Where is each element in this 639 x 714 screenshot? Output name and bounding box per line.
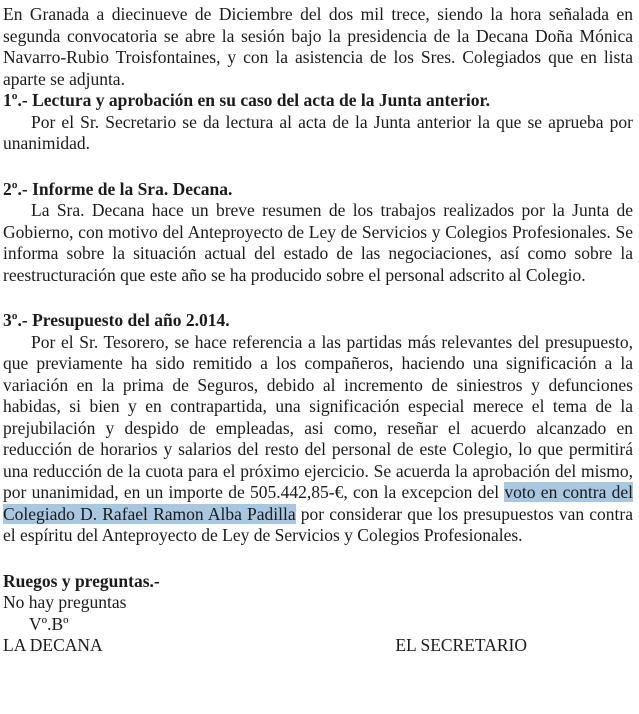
approval-mark: Vº.Bº — [29, 613, 69, 634]
section-1-body: Por el Sr. Secretario se da lectura al acta de la Junta anterior la que se aprueba por unanimidad. — [3, 111, 633, 153]
section-3-body — [3, 332, 633, 547]
budget-text-before-highlight: Por el Sr. Tesorero, se hace referencia a las partidas más relevantes del presupuesto, que previamente ha sido remitido a los compañeros, haciendo una significación a la variación en la prima de Seguros, debido al incremento de siniestros y defunciones habidas, si bien y en contrapartida, una significación especial merece el tema de la prejubilación y despido de empleadas, asi como, reseñar el acuerdo alcanzado en reducción de horarios y salarios del resto del personal de este Colegio, lo que permitirá una reducción de la cuota para el próximo ejercicio. Se acuerda la aprobación del mismo, por unanimidad, en un importe de 505.442,85-€, con la excepcion del — [3, 331, 633, 502]
no-questions-line: No hay preguntas — [3, 592, 127, 612]
section-2-heading: 2º.- Informe de la Sra. Decana. — [3, 178, 233, 199]
intro-paragraph: En Granada a diecinueve de Diciembre del dos mil trece, siendo la hora señalada en segunda convocatoria se abre la sesión bajo la presidencia de la Decana Doña Mónica Navarro-Rubio Troisfontaines, y con la asistencia de los Sres. Colegiados que en lista aparte se adjunta. — [3, 4, 633, 89]
signature-el-secretario: EL SECRETARIO — [395, 635, 527, 655]
budget-text-after-highlight: por considerar que los presupuestos van contra el espíritu del Anteproyecto de Ley de Servicios y Colegios Profesionales. — [3, 503, 633, 545]
section-3-heading: 3º.- Presupuesto del año 2.014. — [3, 310, 230, 330]
highlighted-text: voto en contra del Colegiado D. Rafael Ramon Alba Padilla — [3, 482, 634, 524]
section-1-heading: 1º.- Lectura y aprobación en su caso del acta de la Junta anterior. — [3, 90, 491, 110]
signature-la-decana: LA DECANA — [3, 635, 103, 655]
section-2-body: La Sra. Decana hace un breve resumen de los trabajos realizados por la Junta de Gobierno, con motivo del Anteproyecto de Ley de Servicios y Colegios Profesionales. Se informa sobre la situación actual del estado de las negociaciones, así como sobre la reestructuración que este año se ha producido sobre el personal adscrito al Colegio. — [3, 200, 633, 285]
closing-heading: Ruegos y preguntas.- — [3, 570, 160, 591]
signature-row — [3, 635, 633, 657]
